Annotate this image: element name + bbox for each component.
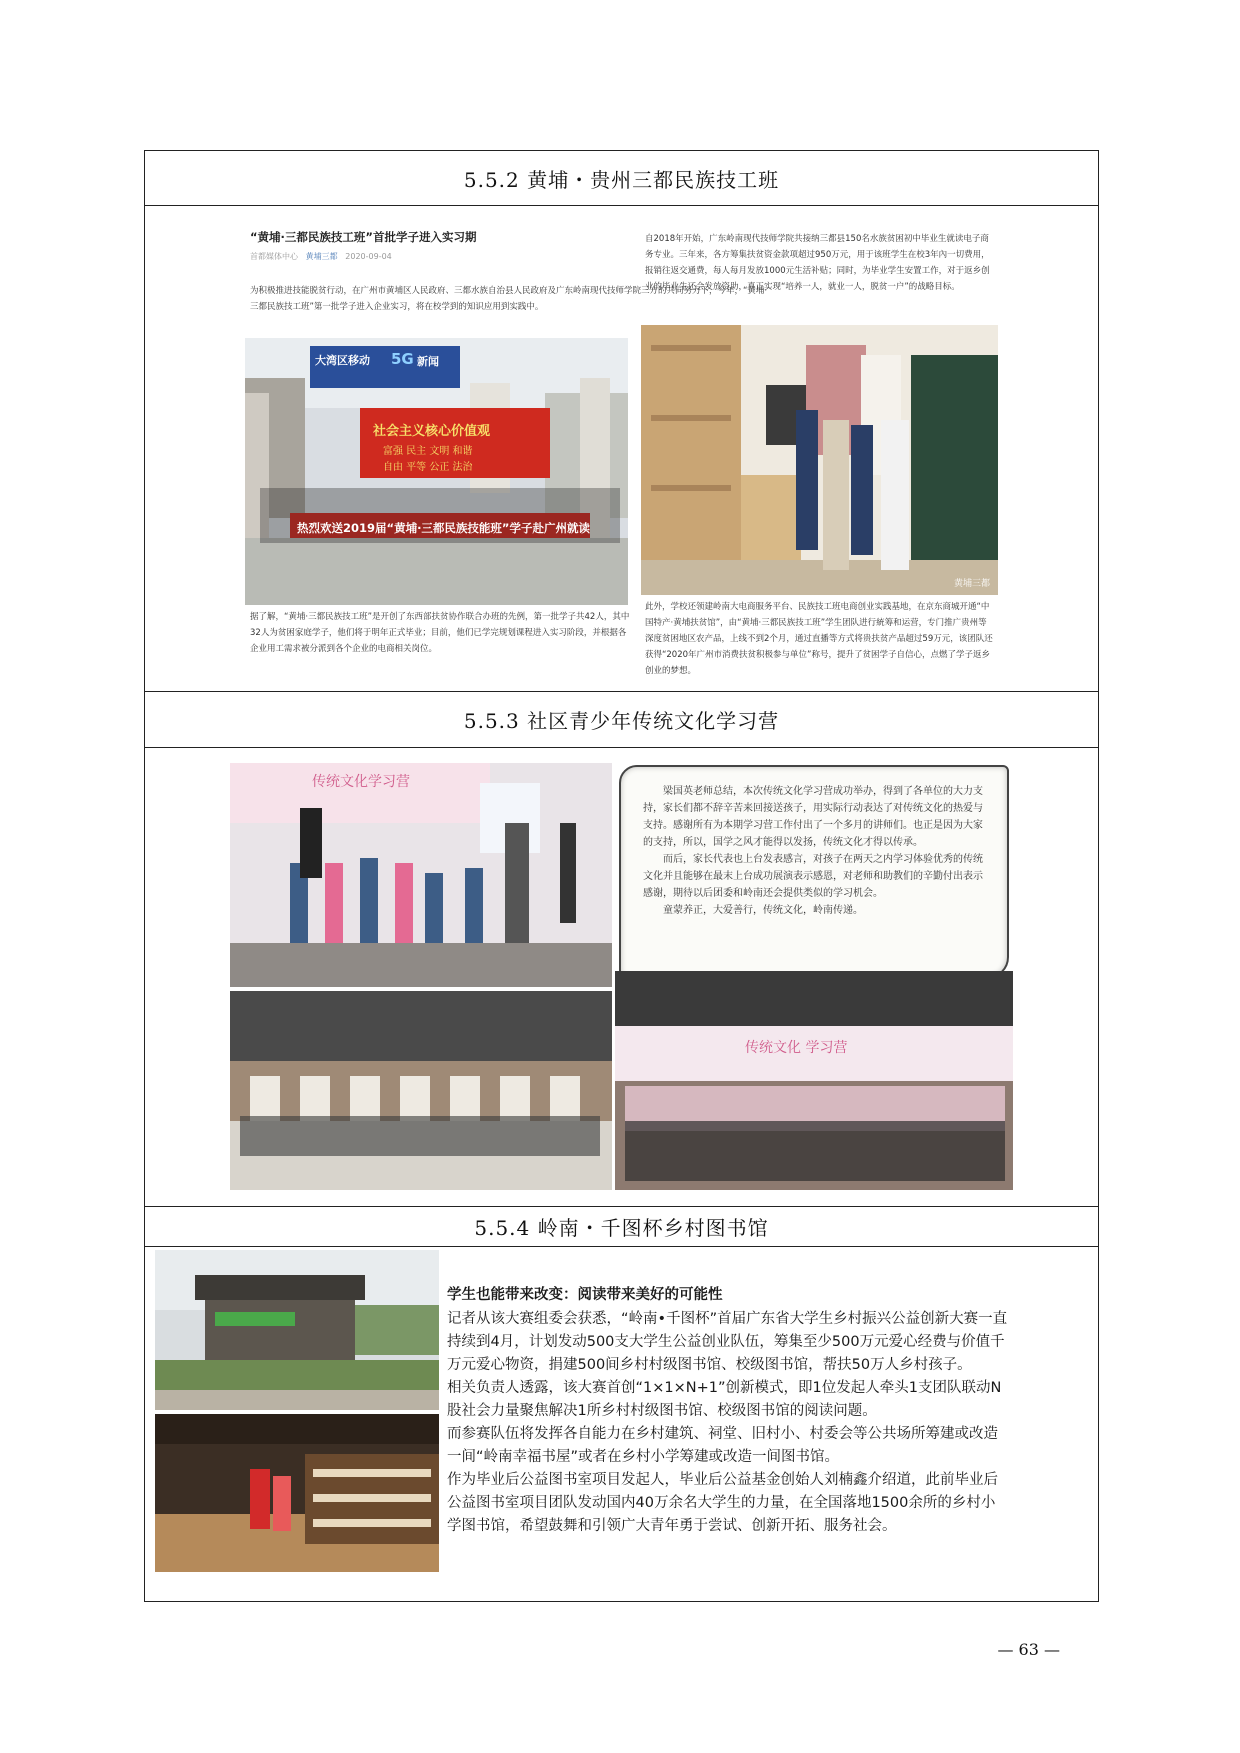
article-para-4: 此外，学校还领建岭南大电商服务平台、民族技工班电商创业实践基地，在京东商城开通“中国特产·黄埔扶贫馆”，由“黄埔·三都民族技工班”学生团队进行統筹和运营，专门推广贵州等深度贫困地区农产品，上线不到2个月，通过直播等方式将贵扶贫产品超过59万元，该团队还获得“2020年广州市消费扶贫积极参与单位”称号，提升了贫困学子自信心，点燃了学子返乡创业的梦想。 — [645, 602, 993, 676]
camp-group-photo — [615, 971, 1013, 1190]
note-paragraph-3: 童蒙养正，大爱善行，传统文化，岭南传递。 — [663, 905, 863, 916]
page-number: — 63 — — [997, 1640, 1060, 1659]
red-banner-values-line2: 富强 民主 文明 和谐 — [383, 446, 473, 457]
library-article — [447, 1284, 1087, 1538]
camp-stage-photo — [230, 763, 612, 987]
article-tag: 黄埔三都 — [305, 252, 338, 261]
section-554-title-text: 5.5.4 岭南・千图杯乡村图书馆 — [474, 1215, 769, 1240]
shop-visit-photo — [641, 325, 998, 595]
banner-top-right: 新闻 — [417, 355, 439, 368]
library-line-4: 相关负责人透露，该大赛首创“1×1×N+1”创新模式，即1位发起人牵头1支团队联动N — [447, 1380, 1002, 1396]
article-source: 首都媒体中心 — [250, 252, 298, 261]
section-553-title — [145, 691, 1098, 748]
library-line-6: 而参赛队伍将发挥各自能力在乡村建筑、祠堂、旧村小、村委会等公共场所筹建或改造 — [447, 1426, 998, 1442]
section-553-title-text: 5.5.3 社区青少年传统文化学习营 — [463, 708, 780, 733]
article-para-1: 为积极推进技能脱贫行动，在广州市黄埔区人民政府、三都水族自治县人民政府及广东岭南现代技师学院三方的共同努力下，今年，“黄埔·三都民族技工班”第一批学子进入企业实习，将在校学到的知识应用到实践中。 — [250, 286, 768, 312]
note-paragraph-2: 而后，家长代表也上台发表感言，对孩子在两天之内学习体验优秀的传统文化并且能够在最末上台成功展演表示感恩，对老师和助教们的辛勤付出表示感谢，期待以后团委和岭南还会提供类似的学习机会。 — [643, 854, 983, 899]
content-table — [144, 150, 1099, 1602]
red-banner-values: 社会主义核心价值观 — [373, 424, 491, 439]
library-line-10: 学图书馆，希望鼓舞和引领广大青年勇于尝试、创新开拓、服务社会。 — [447, 1518, 897, 1534]
section-554-body — [145, 1246, 1098, 1603]
library-line-2: 持续到4月，计划发动500支大学生公益创业队伍，筹集至少500万元爱心经费与价值千 — [447, 1334, 1005, 1350]
library-line-1: 记者从该大赛组委会获悉，“岭南•千图杯”首届广东省大学生乡村振兴公益创新大赛一直 — [447, 1311, 1008, 1327]
red-banner-values-line3: 自由 平等 公正 法治 — [383, 462, 473, 473]
section-552-title — [145, 151, 1098, 206]
group-photo-banners — [245, 338, 628, 605]
article-headline: “黄埔·三都民族技工班”首批学子进入实习期 — [250, 230, 477, 244]
camp-summary-note — [619, 765, 1009, 979]
library-heading: 学生也能带来改变：阅读带来美好的可能性 — [447, 1287, 723, 1303]
section-552-title-text: 5.5.2 黄埔・贵州三都民族技工班 — [463, 167, 780, 192]
library-building-photo — [155, 1250, 439, 1410]
library-line-3: 万元爱心物资，捐建500间乡村村级图书馆、校级图书馆，帮扶50万人乡村孩子。 — [447, 1357, 972, 1373]
library-line-8: 作为毕业后公益图书室项目发起人，毕业后公益基金创始人刘楠鑫介绍道，此前毕业后 — [447, 1472, 998, 1488]
banner-5g: 5G — [391, 350, 414, 368]
banner-top-left: 大湾区移动 — [315, 354, 370, 367]
article-para-3: 自2018年开始，广东岭南现代技师学院共接纳三都县150名水族贫困初中毕业生就读电子商务专业。三年来，各方筹集扶贫资金款项超过950万元，用于该班学生在校3年內一切费用，报销往返交通费，每人每月发放1000元生活补贴；同时，为毕业学生安置工作，对于返乡创业的毕业生还会发放资助，真正实现“培养一人，就业一人，脱贫一户”的战略目标。 — [645, 234, 990, 292]
section-554-title — [145, 1206, 1098, 1247]
article-para-2: 据了解，“黄埔·三都民族技工班”是开创了东西部扶贫协作联合办班的先例，第一批学子共42人，其中32人为贫困家庭学子，他们将于明年正式毕业；目前，他们已学完规划课程进入实习阶段，并根据各企业用工需求被分派到各个企业的电商相关岗位。 — [250, 612, 630, 654]
article-meta — [250, 251, 392, 262]
camp-group-banner: 传统文化 学习营 — [745, 1040, 848, 1056]
camp-photo-banner: 传统文化学习营 — [312, 774, 410, 790]
section-552-body — [145, 205, 1098, 692]
article-date: 2020-09-04 — [345, 252, 392, 261]
photo-watermark: 黄埔三都 — [953, 579, 990, 589]
section-553-body — [145, 747, 1098, 1207]
library-line-9: 公益图书室项目团队发动国内40万余名大学生的力量，在全国落地1500余所的乡村小 — [447, 1495, 996, 1511]
library-line-5: 股社会力量聚焦解决1所乡村村级图书馆、校级图书馆的阅读问题。 — [447, 1403, 877, 1419]
red-banner-welcome: 热烈欢送2019届“黄埔·三都民族技能班”学子赴广州就读 — [297, 521, 590, 535]
library-reading-room-photo — [155, 1414, 439, 1572]
note-paragraph-1: 梁国英老师总结，本次传统文化学习营成功举办，得到了各单位的大力支持，家长们都不辞辛苦来回接送孩子，用实际行动表达了对传统文化的热爱与支持。感谢所有为本期学习营工作付出了一个多月的讲师们。也正是因为大家的支持，所以，国学之风才能得以发扬，传统文化才得以传承。 — [643, 786, 983, 848]
camp-hall-photo — [230, 991, 612, 1190]
library-line-7: 一间“岭南幸福书屋”或者在乡村小学筹建或改造一间图书馆。 — [447, 1449, 840, 1465]
